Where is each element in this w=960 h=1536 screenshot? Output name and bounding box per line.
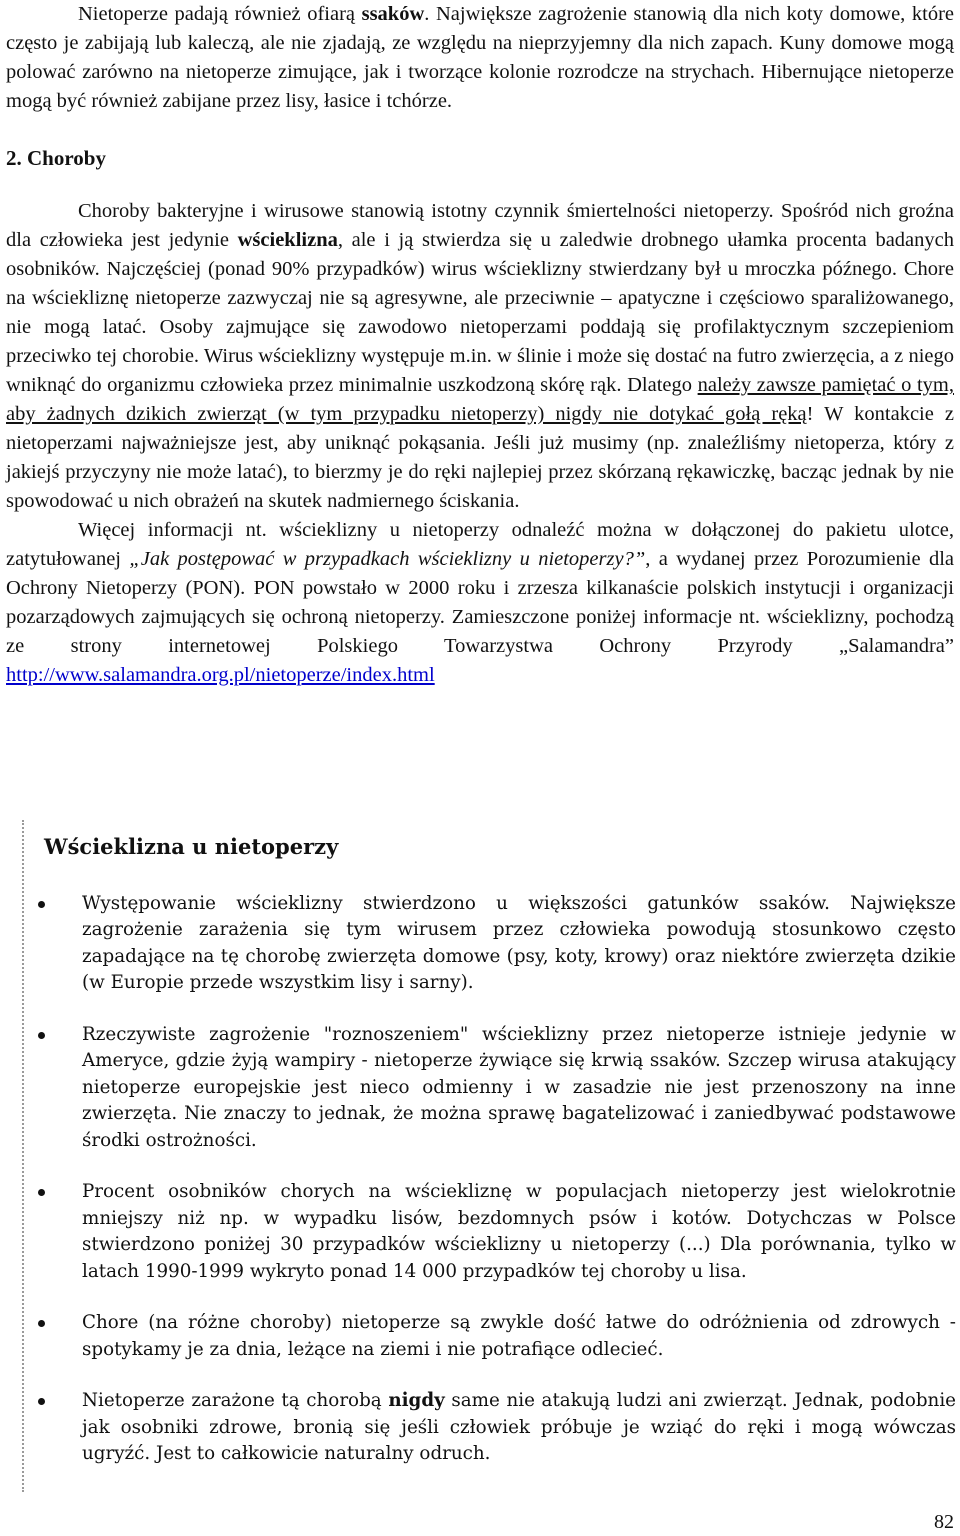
list-item [44, 1388, 956, 1468]
rabies-info-content [44, 820, 956, 1493]
list-item-text: Rzeczywiste zagrożenie "roznoszeniem" wścieklizny przez nietoperze istnieje jedynie w Ameryce, gdzie żyją wampiry - nietoperze żywiące się krwią ssaków. Szczep wirusa atakujący nietoperze europejskie jest nieco odmienny i w zasadzie nie jest przenoszony na inne zwierzęta. Nie znaczy to jednak, że można sprawę bagatelizować i zaniedbywać podstawowe środki ostrożności. [82, 1023, 956, 1151]
section-heading: 2. Choroby [6, 146, 106, 170]
rabies-bullet-list [44, 891, 956, 1468]
bullet-icon [38, 1320, 45, 1327]
bold-term-wscieklizna: wścieklizna [237, 229, 338, 251]
paragraph-predators [6, 0, 954, 116]
text-span: Choroby bakteryjne i wirusowe stanowią istotny czynnik śmiertelności nietoperzy. Spośród nich groźna dla człowieka jest jedynie [6, 200, 954, 251]
page-number: 82 [934, 1511, 954, 1533]
rabies-info-box [22, 820, 960, 1492]
bullet-icon [38, 1032, 45, 1039]
text-span: . Największe zagrożenie stanowią dla nich koty domowe, które często je zabijają lub kaleczą, ale nie zjadają, ze względu na nieprzyjemny dla nich zapach. Kuny domowe mogą polować zarówno na nietoperze zimujące, jak i tworzące kolonie rozrodcze na strychach. Hibernujące nietoperze mogą być również zabijane przez lisy, łasice i tchórze. [6, 3, 954, 112]
bullet-icon [38, 1398, 45, 1405]
list-item-text: same nie atakują ludzi ani zwierząt. Jednak, podobnie jak osobniki zdrowe, bronią się jeśli człowiek próbuje je wziąć do ręki i mogą wówczas ugryźć. Jest to całkowicie naturalny odruch. [82, 1390, 956, 1464]
list-item-text: Występowanie wścieklizny stwierdzono u większości gatunków ssaków. Największe zagrożenie zarażenia się tym wirusem przez człowieka powodują stosunkowo często zapadające na tę chorobę zwierzęta domowe (psy, koty, krowy) oraz niektóre zwierzęta dzikie (w Europie przede wszystkim lisy i sarny). [82, 892, 956, 993]
list-item-text: Procent osobników chorych na wściekliznę w populacjach nietoperzy jest wielokrotnie mniejszy niż np. w wypadku lisów, bezdomnych psów i kotów. Dotychczas w Polsce stwierdzono poniżej 30 przypadków wścieklizny u nietoperzy (...) Dla porównania, tylko w latach 1990-1999 wykryto ponad 14 000 przypadków tej choroby u lisa. [82, 1181, 956, 1282]
text-span: , a wydanej przez Porozumienie dla Ochrony Nietoperzy (PON). PON powstało w 2000 roku i zrzesza kilkanaście polskich instytucji i organizacji pozarządowych zajmujących się ochroną nietoperzy. Zamieszczone poniżej informacje nt. wścieklizny, pochodzą ze strony internetowej Polskiego Towarzystwa Ochrony Przyrody „Salamandra” [6, 548, 954, 657]
bullet-icon [38, 1189, 45, 1196]
text-span: Nietoperze padają również ofiarą [78, 3, 362, 25]
bullet-icon [38, 901, 45, 908]
text-span: Więcej informacji nt. wścieklizny u nietoperzy odnaleźć można w dołączonej do pakietu ulotce, zatytułowanej [6, 519, 954, 570]
list-item [44, 1022, 956, 1155]
paragraph-diseases [6, 197, 954, 516]
bold-term-ssakow: ssaków [361, 3, 425, 25]
box-title: Wścieklizna u nietoperzy [44, 834, 339, 859]
underlined-warning: należy zawsze pamiętać o tym, aby żadnych dzikich zwierząt (w tym przypadku nietoperzy) nigdy nie dotykać gołą ręką [6, 374, 955, 425]
salamandra-link[interactable]: http://www.salamandra.org.pl/nietoperze/index.html [6, 664, 435, 686]
list-item [44, 1310, 956, 1363]
bold-term-nigdy: nigdy [388, 1390, 445, 1411]
list-item-text: Nietoperze zarażone tą chorobą [82, 1390, 389, 1411]
paragraph-more-info [6, 516, 954, 690]
main-text [6, 0, 954, 690]
text-span: , ale i ją stwierdza się u zaledwie drobnego ułamka procenta badanych osobników. Najczęściej (ponad 90% przypadków) wirus wścieklizny stwierdzany był u mroczka późnego. Chore na wściekliznę nietoperze zazwyczaj nie są agresywne, ale przeciwnie – apatyczne i częściowo sparaliżowanego, nie mogą latać. Osoby zajmujące się zawodowo nietoperzami poddają się profilaktycznym szczepieniom przeciwko tej chorobie. Wirus wścieklizny występuje m.in. w ślinie i może się dostać na futro zwierzęcia, a z niego wniknąć do organizmu człowieka przez minimalnie uszkodzoną skórę rąk. Dlatego [6, 229, 954, 396]
leaflet-title: „Jak postępować w przypadkach wścieklizny u nietoperzy?” [129, 548, 646, 570]
text-span: ! W kontakcie z nietoperzami najważniejsze jest, aby uniknąć pokąsania. Jeśli już musimy (np. znaleźliśmy nietoperza, który z jakiejś przyczyny nie może latać), to bierzmy je do ręki najlepiej przez skórzaną rękawiczkę, bacząc jednak by nie spowodować u nich obrażeń na skutek nadmiernego ściskania. [6, 403, 954, 512]
list-item [44, 1179, 956, 1285]
list-item [44, 891, 956, 997]
list-item-text: Chore (na różne choroby) nietoperze są zwykle dość łatwe do odróżnienia od zdrowych - spotykamy je za dnia, leżące na ziemi i nie potrafiące odlecieć. [82, 1312, 956, 1360]
